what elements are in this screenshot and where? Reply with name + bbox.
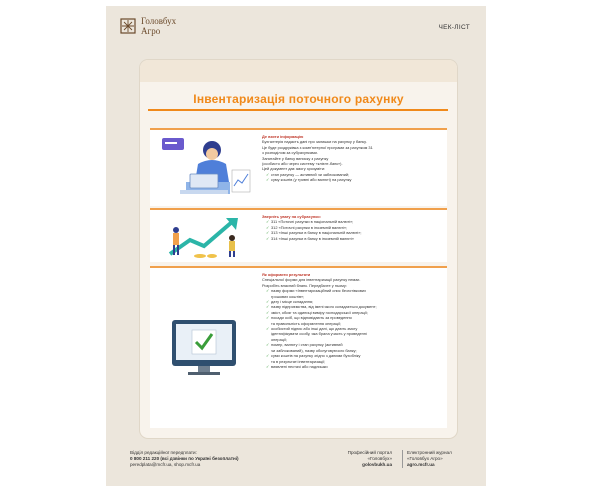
list-item: ✓ назву підприємства, від імені якого складається документ; — [266, 304, 443, 309]
list-item: ✓ назву форми «Інвентаризаційний опис безготівкових грошових коштів»; — [266, 288, 443, 299]
list-item: ✓ особистий підпис або інші дані, що дають змогу ідентифікувати особу, яка брала участь у проведенні операції; — [266, 326, 443, 342]
list-item: ✓ 313 «Інші рахунки в банку в національній валюті»; — [266, 230, 443, 235]
footer-journal-link[interactable]: agro.mcfr.ua — [407, 462, 435, 467]
growth-arrow-illustration — [150, 210, 258, 262]
section-results-list — [262, 288, 443, 369]
logo-icon — [120, 18, 136, 34]
list-item: ✓ 314 «Інші рахунки в банку в іноземній валюті» — [266, 236, 443, 241]
footer-portal-title: Професійний портал — [347, 450, 392, 455]
section-info-source — [150, 128, 447, 206]
list-item: ✓ зміст, обсяг та одиниці виміру господарської операції; — [266, 310, 443, 315]
section-results-text — [262, 272, 443, 369]
list-item: ✓ посади осіб, що відповідають за проведення та правильність оформлення операції; — [266, 315, 443, 326]
brand-name — [141, 16, 176, 36]
section-subaccounts-list — [262, 219, 443, 241]
footer-phone[interactable]: 0 800 211 220 (всі дзвінки по Україні безоплатні) — [130, 456, 239, 461]
checklist-page — [106, 6, 486, 486]
list-item: ✓ номер, валюту і стан рахунку (активний чи заблокований), назву обслуговуючого банку; — [266, 342, 443, 353]
footer-portal — [336, 450, 392, 468]
section-subaccounts — [150, 208, 447, 262]
footer-subscription — [130, 450, 239, 468]
list-item: ✓ суми коштів на рахунку згідно з даними бухобліку та в результаті інвентаризації; — [266, 353, 443, 364]
section-results-heading: Як оформити результати — [262, 272, 311, 277]
title-underline — [148, 109, 448, 111]
list-item: ✓ виявлені нестачі або надлишки — [266, 364, 443, 369]
list-item: ✓ суму коштів (у тривні або валюті) на рахунку — [266, 177, 443, 182]
list-item: ✓ 312 «Поточні рахунки в іноземній валюті»; — [266, 225, 443, 230]
checklist-title: Інвентаризація поточного рахунку — [193, 92, 404, 106]
section-results — [150, 266, 447, 428]
footer-journal-title: Електронний журнал — [407, 450, 452, 455]
brand-line-2: Агро — [141, 26, 161, 36]
footer-subscription-title: Відділ редакційної передплати: — [130, 450, 197, 455]
section-info-source-text — [262, 134, 443, 183]
footer-portal-name: «Головбух» — [367, 456, 392, 461]
page-footer — [106, 450, 486, 486]
section-info-source-heading: Де взяти інформацію — [262, 134, 304, 139]
footer-journal — [402, 450, 479, 468]
section-subaccounts-text — [262, 214, 443, 241]
section-results-body: Спеціальної форми для інвентаризації рахунку немає. Розробіть власний бланк. Передбачте у ньому: — [262, 277, 361, 288]
section-info-source-list — [262, 172, 443, 183]
monitor-checkmark-illustration — [150, 268, 258, 428]
brand-line-1: Головбух — [141, 16, 177, 26]
list-item: ✓ стан рахунку — активний чи заблокований; — [266, 172, 443, 177]
card-top-band — [140, 60, 457, 82]
checklist-label: ЧЕК-ЛІСТ — [438, 24, 470, 31]
footer-email-link[interactable]: peredplata@mcfr.ua, shop.mcfr.ua — [130, 462, 201, 467]
section-info-source-body: Бухгалтерія надасть дані про залишки на рахунку у банку. Це буде роздруківка з комп'ютерної програми за рахунком 31 з розподілом за субрахунками. Запитайте у банку виписку з рахунку (особисто або через систему «клієнт-банк»). Цей документ дає змогу зрозуміти: — [262, 139, 373, 172]
brand-logo[interactable] — [120, 16, 176, 36]
accountant-laptop-illustration — [150, 130, 258, 206]
footer-journal-name: «Головбух Агро» — [407, 456, 443, 461]
list-item: ✓ дату і місце складання; — [266, 299, 443, 304]
list-item: ✓ 311 «Поточні рахунки в національній валюті»; — [266, 219, 443, 224]
footer-portal-link[interactable]: golovbukh.ua — [362, 462, 392, 467]
section-subaccounts-heading: Зверніть увагу на субрахунки: — [262, 214, 321, 219]
checklist-card — [140, 60, 457, 438]
